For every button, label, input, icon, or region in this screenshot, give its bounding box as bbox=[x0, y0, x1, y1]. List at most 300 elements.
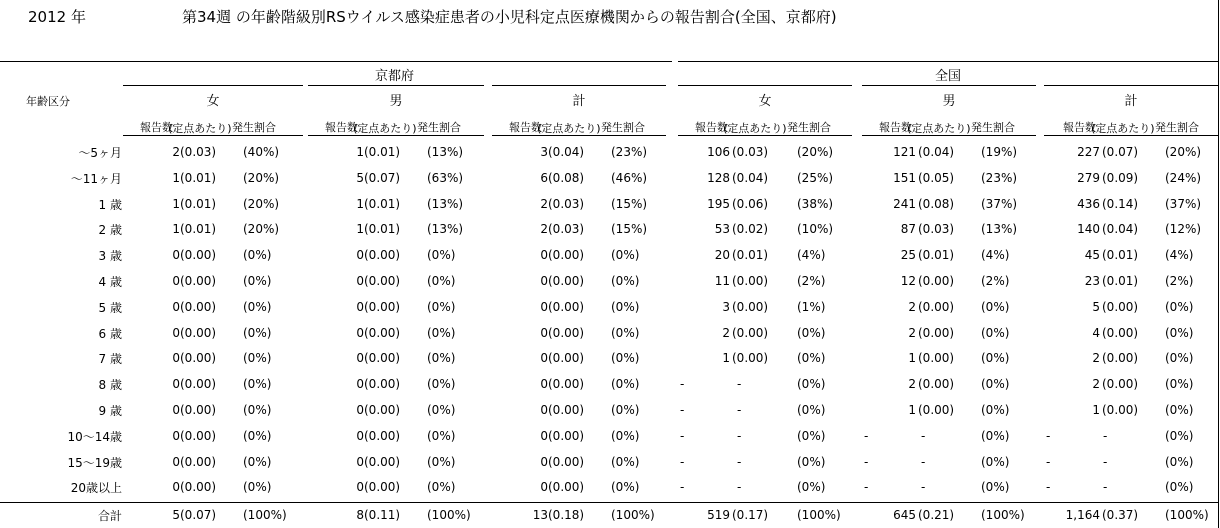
cell-count: 0 bbox=[540, 454, 548, 469]
cell-per-point: (0.00) bbox=[918, 274, 955, 288]
cell-count: 0 bbox=[540, 403, 548, 417]
cell-per-point: (0.00) bbox=[548, 325, 585, 340]
cell-count: 1 bbox=[356, 145, 364, 159]
dash-count: - bbox=[1046, 454, 1051, 469]
sub-header-per-point: (定点あたり) bbox=[907, 122, 971, 135]
cell-ratio: (0%) bbox=[611, 248, 640, 263]
row-label: 2 歳 bbox=[98, 223, 122, 238]
cell-ratio: (0%) bbox=[243, 403, 272, 417]
cell-ratio: (37%) bbox=[981, 196, 1018, 211]
cell-per-point: (0.08) bbox=[548, 170, 585, 185]
dash-per-point: - bbox=[737, 428, 742, 443]
cell-ratio: (0%) bbox=[797, 480, 826, 495]
cell-count: 6 bbox=[540, 170, 548, 185]
sub-header-ratio: 発生割合 bbox=[232, 121, 276, 134]
cell-ratio: (0%) bbox=[427, 274, 456, 288]
dash-count: - bbox=[1046, 480, 1051, 495]
cell-per-point: (0.14) bbox=[1102, 196, 1139, 211]
dash-per-point: - bbox=[921, 428, 926, 443]
cell-ratio: (0%) bbox=[981, 325, 1010, 340]
gender-header: 女 bbox=[758, 94, 772, 109]
cell-count: 0 bbox=[356, 377, 364, 392]
rule-top bbox=[0, 61, 672, 62]
cell-count: 436 bbox=[1077, 196, 1100, 211]
cell-ratio: (0%) bbox=[427, 248, 456, 263]
cell-ratio: (4%) bbox=[981, 248, 1010, 263]
cell-per-point: (0.01) bbox=[364, 222, 401, 237]
dash-per-point: - bbox=[921, 454, 926, 469]
dash-count: - bbox=[864, 480, 869, 495]
cell-ratio: (2%) bbox=[1165, 274, 1194, 288]
cell-per-point: (0.00) bbox=[548, 428, 585, 443]
cell-ratio: (0%) bbox=[611, 454, 640, 469]
cell-ratio: (0%) bbox=[611, 428, 640, 443]
dash-per-point: - bbox=[1103, 454, 1108, 469]
cell-count: 227 bbox=[1077, 145, 1100, 159]
cell-ratio: (0%) bbox=[981, 377, 1010, 392]
cell-count: 5 bbox=[1092, 299, 1100, 314]
row-label: 〜11ヶ月 bbox=[70, 171, 122, 186]
cell-count: 519 bbox=[707, 508, 730, 522]
cell-ratio: (13%) bbox=[427, 196, 464, 211]
cell-per-point: (0.08) bbox=[918, 196, 955, 211]
cell-per-point: (0.04) bbox=[732, 170, 769, 185]
year-label: 2012 年 bbox=[28, 8, 86, 26]
cell-ratio: (13%) bbox=[981, 222, 1018, 237]
cell-per-point: (0.00) bbox=[364, 454, 401, 469]
cell-count: 151 bbox=[893, 170, 916, 185]
cell-count: 0 bbox=[172, 377, 180, 392]
cell-per-point: (0.00) bbox=[364, 480, 401, 495]
rule-top-right bbox=[678, 61, 1218, 62]
cell-ratio: (15%) bbox=[611, 222, 648, 237]
cell-ratio: (25%) bbox=[797, 170, 834, 185]
cell-count: 1 bbox=[908, 403, 916, 417]
cell-count: 0 bbox=[172, 428, 180, 443]
cell-per-point: (0.00) bbox=[732, 325, 769, 340]
cell-per-point: (0.00) bbox=[548, 377, 585, 392]
cell-ratio: (10%) bbox=[797, 222, 834, 237]
cell-count: 1 bbox=[908, 351, 916, 366]
cell-count: 0 bbox=[356, 299, 364, 314]
cell-count: 0 bbox=[172, 351, 180, 366]
cell-count: 0 bbox=[172, 299, 180, 314]
rule-gender-1 bbox=[308, 85, 484, 86]
cell-per-point: (0.00) bbox=[180, 274, 217, 288]
cell-ratio: (0%) bbox=[243, 299, 272, 314]
sub-header-count: 報告数 bbox=[325, 121, 358, 134]
cell-count: 2 bbox=[1092, 377, 1100, 392]
sub-header-ratio: 発生割合 bbox=[971, 121, 1015, 134]
cell-ratio: (13%) bbox=[427, 145, 464, 159]
cell-ratio: (23%) bbox=[611, 145, 648, 159]
dash-per-point: - bbox=[737, 480, 742, 495]
cell-count: 279 bbox=[1077, 170, 1100, 185]
cell-per-point: (0.00) bbox=[364, 248, 401, 263]
cell-per-point: (0.17) bbox=[732, 508, 769, 522]
cell-ratio: (20%) bbox=[243, 170, 280, 185]
row-label: 〜5ヶ月 bbox=[78, 146, 122, 160]
cell-per-point: (0.00) bbox=[364, 299, 401, 314]
cell-ratio: (1%) bbox=[797, 299, 826, 314]
page-title: 第34週 の年齢階級別RSウイルス感染症患者の小児科定点医療機関からの報告割合(全国、京都府) bbox=[182, 8, 837, 26]
sub-header-count: 報告数 bbox=[509, 121, 542, 134]
cell-count: 0 bbox=[172, 325, 180, 340]
cell-count: 0 bbox=[540, 248, 548, 263]
gender-header: 計 bbox=[1124, 94, 1138, 109]
cell-per-point: (0.00) bbox=[180, 428, 217, 443]
cell-per-point: (0.00) bbox=[180, 377, 217, 392]
cell-count: 195 bbox=[707, 196, 730, 211]
cell-per-point: (0.00) bbox=[180, 454, 217, 469]
cell-count: 2 bbox=[540, 196, 548, 211]
cell-ratio: (24%) bbox=[1165, 170, 1202, 185]
cell-count: 53 bbox=[714, 222, 730, 237]
cell-count: 12 bbox=[900, 274, 916, 288]
right-border bbox=[1218, 0, 1219, 528]
cell-ratio: (100%) bbox=[243, 508, 287, 522]
sub-header-per-point: (定点あたり) bbox=[537, 122, 601, 135]
cell-per-point: (0.07) bbox=[1102, 145, 1139, 159]
cell-per-point: (0.00) bbox=[364, 403, 401, 417]
cell-count: 0 bbox=[172, 454, 180, 469]
cell-ratio: (63%) bbox=[427, 170, 464, 185]
cell-per-point: (0.04) bbox=[548, 145, 585, 159]
cell-ratio: (0%) bbox=[427, 325, 456, 340]
cell-per-point: (0.07) bbox=[180, 508, 217, 522]
cell-count: 1 bbox=[172, 222, 180, 237]
gender-header: 計 bbox=[572, 94, 586, 109]
row-label: 3 歳 bbox=[98, 249, 122, 264]
row-label: 合計 bbox=[97, 509, 122, 523]
dash-per-point: - bbox=[737, 377, 742, 392]
cell-count: 128 bbox=[707, 170, 730, 185]
cell-count: 0 bbox=[356, 325, 364, 340]
cell-count: 0 bbox=[172, 403, 180, 417]
page-header bbox=[0, 6, 1220, 28]
region-header: 全国 bbox=[934, 69, 961, 84]
cell-ratio: (20%) bbox=[1165, 145, 1202, 159]
row-label: 7 歳 bbox=[98, 352, 122, 367]
rule-gender-2 bbox=[492, 85, 666, 86]
cell-ratio: (4%) bbox=[1165, 248, 1194, 263]
cell-ratio: (0%) bbox=[797, 454, 826, 469]
rule-total bbox=[0, 502, 1218, 503]
dash-count: - bbox=[680, 428, 685, 443]
cell-ratio: (0%) bbox=[797, 325, 826, 340]
cell-per-point: (0.00) bbox=[180, 299, 217, 314]
cell-ratio: (0%) bbox=[243, 428, 272, 443]
cell-ratio: (0%) bbox=[611, 299, 640, 314]
cell-ratio: (23%) bbox=[981, 170, 1018, 185]
cell-ratio: (0%) bbox=[981, 480, 1010, 495]
dash-per-point: - bbox=[1103, 480, 1108, 495]
cell-ratio: (0%) bbox=[797, 351, 826, 366]
cell-count: 8 bbox=[356, 508, 364, 522]
cell-per-point: (0.18) bbox=[548, 508, 585, 522]
gender-header: 男 bbox=[942, 94, 956, 109]
cell-per-point: (0.00) bbox=[180, 403, 217, 417]
cell-count: 0 bbox=[356, 454, 364, 469]
sub-header-count: 報告数 bbox=[695, 121, 728, 134]
cell-per-point: (0.01) bbox=[180, 170, 217, 185]
cell-ratio: (19%) bbox=[981, 145, 1018, 159]
rule-gender-4 bbox=[862, 85, 1036, 86]
cell-ratio: (20%) bbox=[243, 196, 280, 211]
cell-per-point: (0.00) bbox=[548, 454, 585, 469]
cell-count: 11 bbox=[714, 274, 730, 288]
cell-ratio: (0%) bbox=[797, 403, 826, 417]
cell-per-point: (0.09) bbox=[1102, 170, 1139, 185]
cell-per-point: (0.00) bbox=[918, 325, 955, 340]
row-label: 8 歳 bbox=[98, 378, 122, 393]
cell-ratio: (0%) bbox=[1165, 377, 1194, 392]
cell-per-point: (0.00) bbox=[364, 351, 401, 366]
region-header: 京都府 bbox=[374, 69, 414, 84]
cell-ratio: (40%) bbox=[243, 145, 280, 159]
cell-per-point: (0.00) bbox=[1102, 325, 1139, 340]
cell-count: 2 bbox=[908, 299, 916, 314]
cell-per-point: (0.11) bbox=[364, 508, 401, 522]
cell-count: 140 bbox=[1077, 222, 1100, 237]
cell-per-point: (0.03) bbox=[918, 222, 955, 237]
cell-per-point: (0.03) bbox=[548, 222, 585, 237]
cell-ratio: (37%) bbox=[1165, 196, 1202, 211]
dash-count: - bbox=[864, 454, 869, 469]
cell-per-point: (0.00) bbox=[1102, 403, 1139, 417]
cell-count: 0 bbox=[540, 428, 548, 443]
cell-count: 121 bbox=[893, 145, 916, 159]
dash-per-point: - bbox=[737, 454, 742, 469]
cell-count: 0 bbox=[356, 248, 364, 263]
cell-ratio: (0%) bbox=[611, 403, 640, 417]
sub-header-count: 報告数 bbox=[140, 121, 173, 134]
cell-ratio: (0%) bbox=[1165, 454, 1194, 469]
cell-count: 1 bbox=[172, 196, 180, 211]
cell-ratio: (0%) bbox=[611, 351, 640, 366]
cell-per-point: (0.00) bbox=[180, 325, 217, 340]
cell-count: 0 bbox=[172, 248, 180, 263]
cell-ratio: (2%) bbox=[797, 274, 826, 288]
sub-header-per-point: (定点あたり) bbox=[723, 122, 787, 135]
cell-ratio: (100%) bbox=[797, 508, 841, 522]
rule-gender-5 bbox=[1044, 85, 1218, 86]
cell-ratio: (0%) bbox=[611, 480, 640, 495]
cell-per-point: (0.00) bbox=[918, 377, 955, 392]
cell-ratio: (0%) bbox=[243, 248, 272, 263]
cell-count: 0 bbox=[540, 377, 548, 392]
cell-ratio: (0%) bbox=[611, 274, 640, 288]
cell-ratio: (0%) bbox=[427, 351, 456, 366]
cell-per-point: (0.37) bbox=[1102, 508, 1139, 522]
cell-ratio: (0%) bbox=[427, 480, 456, 495]
sub-header-count: 報告数 bbox=[879, 121, 912, 134]
dash-per-point: - bbox=[921, 480, 926, 495]
cell-per-point: (0.02) bbox=[732, 222, 769, 237]
cell-per-point: (0.00) bbox=[1102, 299, 1139, 314]
dash-count: - bbox=[680, 377, 685, 392]
cell-per-point: (0.00) bbox=[1102, 377, 1139, 392]
cell-per-point: (0.00) bbox=[548, 403, 585, 417]
cell-per-point: (0.01) bbox=[180, 196, 217, 211]
cell-per-point: (0.00) bbox=[180, 351, 217, 366]
cell-ratio: (0%) bbox=[243, 351, 272, 366]
cell-ratio: (20%) bbox=[797, 145, 834, 159]
cell-count: 0 bbox=[540, 274, 548, 288]
cell-ratio: (0%) bbox=[243, 325, 272, 340]
cell-ratio: (0%) bbox=[427, 403, 456, 417]
cell-count: 0 bbox=[356, 351, 364, 366]
cell-count: 2 bbox=[540, 222, 548, 237]
cell-ratio: (0%) bbox=[427, 377, 456, 392]
cell-ratio: (0%) bbox=[1165, 351, 1194, 366]
cell-count: 3 bbox=[722, 299, 730, 314]
cell-per-point: (0.00) bbox=[548, 480, 585, 495]
cell-ratio: (0%) bbox=[1165, 403, 1194, 417]
row-label: 5 歳 bbox=[98, 300, 122, 315]
cell-ratio: (0%) bbox=[1165, 325, 1194, 340]
row-label: 20歳以上 bbox=[70, 481, 122, 496]
cell-ratio: (100%) bbox=[611, 508, 655, 522]
cell-ratio: (100%) bbox=[981, 508, 1025, 522]
cell-per-point: (0.00) bbox=[548, 248, 585, 263]
sub-header-per-point: (定点あたり) bbox=[168, 122, 232, 135]
cell-count: 0 bbox=[540, 351, 548, 366]
cell-count: 1,164 bbox=[1065, 508, 1100, 522]
cell-ratio: (0%) bbox=[427, 454, 456, 469]
cell-ratio: (0%) bbox=[427, 428, 456, 443]
cell-per-point: (0.07) bbox=[364, 170, 401, 185]
cell-count: 2 bbox=[172, 145, 180, 159]
cell-ratio: (15%) bbox=[611, 196, 648, 211]
sub-header-ratio: 発生割合 bbox=[601, 121, 645, 134]
row-label: 10〜14歳 bbox=[67, 429, 122, 444]
cell-ratio: (0%) bbox=[611, 377, 640, 392]
cell-per-point: (0.05) bbox=[918, 170, 955, 185]
cell-ratio: (0%) bbox=[243, 454, 272, 469]
cell-per-point: (0.01) bbox=[732, 248, 769, 263]
row-label: 6 歳 bbox=[98, 326, 122, 341]
cell-count: 106 bbox=[707, 145, 730, 159]
cell-count: 1 bbox=[722, 351, 730, 366]
cell-per-point: (0.00) bbox=[364, 428, 401, 443]
cell-count: 23 bbox=[1084, 274, 1100, 288]
cell-ratio: (12%) bbox=[1165, 222, 1202, 237]
sub-header-ratio: 発生割合 bbox=[417, 121, 461, 134]
cell-count: 25 bbox=[900, 248, 916, 263]
cell-ratio: (38%) bbox=[797, 196, 834, 211]
cell-per-point: (0.03) bbox=[180, 145, 217, 159]
cell-per-point: (0.00) bbox=[918, 403, 955, 417]
dash-count: - bbox=[680, 480, 685, 495]
cell-ratio: (0%) bbox=[1165, 480, 1194, 495]
cell-count: 2 bbox=[1092, 351, 1100, 366]
age-group-header: 年齢区分 bbox=[26, 95, 70, 108]
cell-per-point: (0.00) bbox=[364, 377, 401, 392]
cell-count: 0 bbox=[172, 274, 180, 288]
cell-count: 0 bbox=[540, 325, 548, 340]
cell-count: 1 bbox=[356, 196, 364, 211]
cell-count: 1 bbox=[1092, 403, 1100, 417]
cell-count: 2 bbox=[722, 325, 730, 340]
cell-count: 13 bbox=[532, 508, 548, 522]
cell-per-point: (0.00) bbox=[364, 274, 401, 288]
cell-ratio: (46%) bbox=[611, 170, 648, 185]
cell-ratio: (0%) bbox=[243, 274, 272, 288]
cell-ratio: (0%) bbox=[1165, 299, 1194, 314]
cell-ratio: (0%) bbox=[243, 377, 272, 392]
cell-count: 0 bbox=[356, 480, 364, 495]
cell-ratio: (0%) bbox=[243, 480, 272, 495]
row-label: 9 歳 bbox=[98, 404, 122, 418]
dash-per-point: - bbox=[737, 403, 742, 417]
cell-per-point: (0.01) bbox=[180, 222, 217, 237]
sub-header-per-point: (定点あたり) bbox=[1091, 122, 1155, 135]
cell-ratio: (2%) bbox=[981, 274, 1010, 288]
cell-per-point: (0.01) bbox=[1102, 248, 1139, 263]
cell-per-point: (0.03) bbox=[732, 145, 769, 159]
cell-ratio: (0%) bbox=[981, 351, 1010, 366]
cell-per-point: (0.00) bbox=[918, 299, 955, 314]
gender-header: 男 bbox=[389, 94, 403, 109]
rule-gender-0 bbox=[123, 85, 303, 86]
cell-count: 0 bbox=[356, 428, 364, 443]
cell-count: 0 bbox=[356, 274, 364, 288]
cell-count: 0 bbox=[356, 403, 364, 417]
cell-ratio: (0%) bbox=[797, 428, 826, 443]
sub-header-per-point: (定点あたり) bbox=[353, 122, 417, 135]
cell-count: 1 bbox=[356, 222, 364, 237]
cell-ratio: (0%) bbox=[981, 454, 1010, 469]
cell-ratio: (0%) bbox=[427, 299, 456, 314]
sub-header-count: 報告数 bbox=[1063, 121, 1096, 134]
cell-per-point: (0.03) bbox=[548, 196, 585, 211]
row-label: 15〜19歳 bbox=[67, 455, 122, 470]
dash-count: - bbox=[680, 454, 685, 469]
cell-per-point: (0.00) bbox=[180, 248, 217, 263]
cell-ratio: (4%) bbox=[797, 248, 826, 263]
cell-per-point: (0.01) bbox=[364, 145, 401, 159]
row-label: 4 歳 bbox=[98, 275, 122, 289]
cell-per-point: (0.04) bbox=[1102, 222, 1139, 237]
row-label: 1 歳 bbox=[98, 197, 122, 212]
cell-per-point: (0.00) bbox=[1102, 351, 1139, 366]
cell-per-point: (0.06) bbox=[732, 196, 769, 211]
cell-ratio: (0%) bbox=[981, 403, 1010, 417]
cell-count: 87 bbox=[900, 222, 916, 237]
cell-count: 0 bbox=[540, 299, 548, 314]
cell-per-point: (0.00) bbox=[918, 351, 955, 366]
cell-count: 2 bbox=[908, 325, 916, 340]
cell-per-point: (0.00) bbox=[732, 351, 769, 366]
sub-header-ratio: 発生割合 bbox=[1155, 121, 1199, 134]
cell-count: 645 bbox=[893, 508, 916, 522]
cell-count: 45 bbox=[1084, 248, 1100, 263]
dash-count: - bbox=[680, 403, 685, 417]
cell-per-point: (0.00) bbox=[732, 274, 769, 288]
cell-per-point: (0.00) bbox=[364, 325, 401, 340]
gender-header: 女 bbox=[206, 94, 220, 109]
dash-per-point: - bbox=[1103, 428, 1108, 443]
cell-count: 4 bbox=[1092, 325, 1100, 340]
dash-count: - bbox=[864, 428, 869, 443]
cell-ratio: (0%) bbox=[611, 325, 640, 340]
cell-per-point: (0.00) bbox=[180, 480, 217, 495]
dash-count: - bbox=[1046, 428, 1051, 443]
cell-ratio: (0%) bbox=[1165, 428, 1194, 443]
cell-count: 0 bbox=[172, 480, 180, 495]
cell-ratio: (13%) bbox=[427, 222, 464, 237]
